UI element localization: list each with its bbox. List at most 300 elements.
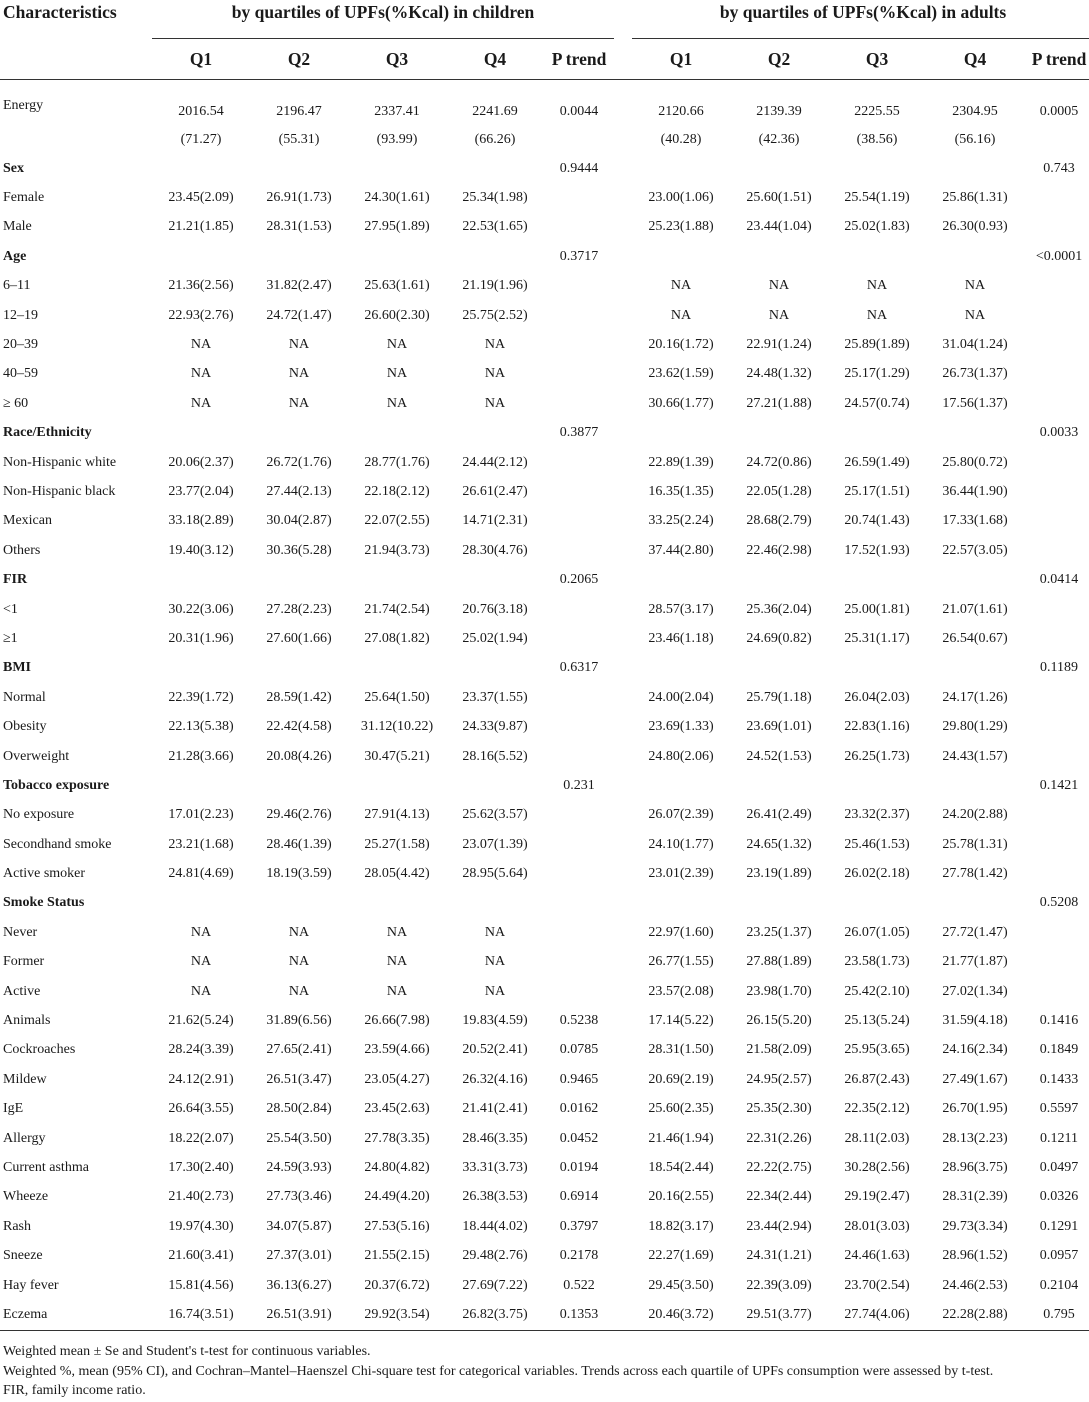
adults-q4-cell: 21.07(1.61) <box>942 601 1008 617</box>
children-q3-cell: 25.63(1.61) <box>364 278 430 294</box>
value-se: (66.26) <box>474 132 516 147</box>
adults-q3-cell <box>828 242 926 271</box>
adults-q2-cell: NA <box>768 307 790 323</box>
adults-q2-cell <box>730 889 828 918</box>
adults-q4-cell: 24.17(1.26) <box>942 689 1008 705</box>
table-row <box>0 507 1089 536</box>
adults-q4-cell: 22.57(3.05) <box>942 542 1008 558</box>
children-q1-cell: 23.45(2.09) <box>168 190 234 206</box>
adults-q4-cell: 27.49(1.67) <box>942 1071 1008 1087</box>
children-q2-cell <box>250 242 348 271</box>
children-q4-cell: 28.46(3.35) <box>462 1130 528 1146</box>
adults-ptrend-cell <box>1024 801 1089 830</box>
children-q4-cell <box>446 419 544 448</box>
adults-q4-cell: 25.86(1.31) <box>942 190 1008 206</box>
children-q2-cell: 22.42(4.58) <box>266 719 332 735</box>
children-q1-cell: 23.77(2.04) <box>168 483 234 499</box>
adults-q2-cell: 23.44(2.94) <box>746 1218 812 1234</box>
children-q3-cell: 23.59(4.66) <box>364 1042 430 1058</box>
adults-q1-cell: 23.00(1.06) <box>648 190 714 206</box>
children-q2-cell: 28.31(1.53) <box>266 219 332 235</box>
children-ptrend-cell <box>544 889 614 918</box>
children-ptrend-cell <box>544 948 614 977</box>
adults-q3-cell: 26.04(2.03) <box>844 689 910 705</box>
adults-q4-cell: 24.46(2.53) <box>942 1277 1008 1293</box>
children-q2-cell: 18.19(3.59) <box>266 866 332 882</box>
table-row <box>0 948 1089 977</box>
children-q2-cell <box>250 654 348 683</box>
adults-q2-cell <box>730 419 828 448</box>
adults-ptrend-cell <box>1024 389 1089 418</box>
adults-q4-cell: 24.43(1.57) <box>942 748 1008 764</box>
table-row <box>0 830 1089 859</box>
adults-q1-cell: 23.01(2.39) <box>648 866 714 882</box>
row-label: 12–19 <box>3 307 38 323</box>
children-q3-cell <box>348 419 446 448</box>
table-row <box>0 918 1089 947</box>
row-label: No exposure <box>3 807 75 823</box>
children-q3-cell: NA <box>386 983 408 999</box>
adults-ptrend-cell <box>1024 859 1089 888</box>
children-q1-cell: 21.40(2.73) <box>168 1189 234 1205</box>
adults-q3-cell: 24.57(0.74) <box>844 395 910 411</box>
children-q3-cell: 24.30(1.61) <box>364 190 430 206</box>
adults-ptrend-cell: 0.743 <box>1043 160 1075 176</box>
value-se: (93.99) <box>376 132 418 147</box>
children-q3-cell <box>348 242 446 271</box>
children-q1-cell: 22.93(2.76) <box>168 307 234 323</box>
children-q3-cell: 26.60(2.30) <box>364 307 430 323</box>
adults-ptrend-cell <box>1024 360 1089 389</box>
adults-q3-cell: 23.58(1.73) <box>844 954 910 970</box>
adults-q3-header: Q3 <box>865 48 889 69</box>
adults-q3-cell: 22.35(2.12) <box>844 1101 910 1117</box>
table-row <box>0 272 1089 301</box>
row-label: Obesity <box>3 719 47 735</box>
adults-q3-cell: 27.74(4.06) <box>828 1300 926 1330</box>
children-q1-cell: 33.18(2.89) <box>168 513 234 529</box>
adults-q2-cell: 24.48(1.32) <box>746 366 812 382</box>
children-ptrend-cell <box>544 859 614 888</box>
children-q4-cell: 26.38(3.53) <box>462 1189 528 1205</box>
children-ptrend-cell <box>544 477 614 506</box>
adults-q1-cell: 25.23(1.88) <box>648 219 714 235</box>
children-q4-cell: 28.95(5.64) <box>462 866 528 882</box>
row-label: Animals <box>3 1013 51 1029</box>
row-label: 6–11 <box>3 278 31 294</box>
row-label: Others <box>3 542 41 558</box>
children-ptrend-cell: 0.3717 <box>559 248 599 264</box>
table-row <box>0 654 1089 683</box>
adults-q3-cell: 25.17(1.51) <box>844 483 910 499</box>
adults-q3-cell: 26.07(1.05) <box>844 924 910 940</box>
children-q2-header: Q2 <box>287 48 311 69</box>
children-q1-cell <box>152 771 250 800</box>
children-ptrend-cell <box>544 918 614 947</box>
value-se: (40.28) <box>660 132 702 147</box>
adults-q3-cell: 28.11(2.03) <box>844 1130 910 1146</box>
children-q4-cell: NA <box>484 366 506 382</box>
children-q3-cell: 25.64(1.50) <box>364 689 430 705</box>
children-q1-cell: 21.21(1.85) <box>168 219 234 235</box>
adults-q1-cell <box>632 419 730 448</box>
row-label: Sneeze <box>3 1248 43 1264</box>
children-q1-cell: 20.06(2.37) <box>168 454 234 470</box>
children-q2-cell: 27.28(2.23) <box>266 601 332 617</box>
children-q3-cell <box>348 771 446 800</box>
children-ptrend-cell <box>544 507 614 536</box>
children-q1-cell <box>152 419 250 448</box>
children-ptrend-cell <box>544 801 614 830</box>
children-q1-cell: NA <box>190 337 212 353</box>
children-ptrend-cell <box>544 448 614 477</box>
adults-ptrend-cell: 0.0033 <box>1039 425 1079 441</box>
children-q4-cell <box>446 889 544 918</box>
adults-q4-cell: 36.44(1.90) <box>942 483 1008 499</box>
adults-q4-cell: 22.28(2.88) <box>926 1300 1024 1330</box>
children-q4-cell: 25.34(1.98) <box>462 190 528 206</box>
adults-ptrend-cell: 0.1433 <box>1039 1071 1079 1087</box>
row-label: FIR <box>3 572 28 588</box>
adults-q2-cell: 23.25(1.37) <box>746 924 812 940</box>
children-q1-cell: 24.81(4.69) <box>168 866 234 882</box>
children-q2-cell: NA <box>288 366 310 382</box>
adults-q3-cell: 25.89(1.89) <box>844 337 910 353</box>
adults-q2-cell <box>730 771 828 800</box>
adults-ptrend-cell: 0.0326 <box>1039 1189 1079 1205</box>
children-ptrend-cell <box>544 330 614 359</box>
children-q3-cell <box>348 154 446 183</box>
children-q2-cell: 26.72(1.76) <box>266 454 332 470</box>
adults-ptrend-cell <box>1024 918 1089 947</box>
adults-ptrend-cell: 0.795 <box>1024 1300 1089 1330</box>
children-q4-cell: 20.76(3.18) <box>462 601 528 617</box>
adults-ptrend-cell: 0.1189 <box>1040 660 1079 676</box>
table-row <box>0 1036 1089 1065</box>
value: 2139.39 <box>756 104 802 119</box>
children-q4-cell: 29.48(2.76) <box>462 1248 528 1264</box>
children-q2-cell: 36.13(6.27) <box>266 1277 332 1293</box>
row-label: Active smoker <box>3 866 86 882</box>
adults-q3-cell: 25.46(1.53) <box>844 836 910 852</box>
children-q1-cell <box>152 654 250 683</box>
children-q3-cell: 21.94(3.73) <box>364 542 430 558</box>
footnote: FIR, family income ratio. <box>3 1383 146 1398</box>
adults-q4-cell: 26.30(0.93) <box>942 219 1008 235</box>
children-q2-cell: 27.65(2.41) <box>266 1042 332 1058</box>
children-q4-cell: 25.02(1.94) <box>462 630 528 646</box>
adults-q4-cell: 25.78(1.31) <box>942 836 1008 852</box>
adults-q4-cell: 27.78(1.42) <box>942 866 1008 882</box>
adults-q2-cell: 23.69(1.01) <box>746 719 812 735</box>
children-q3-cell: 27.91(4.13) <box>364 807 430 823</box>
adults-q1-cell: 18.82(3.17) <box>648 1218 714 1234</box>
children-q4-cell: 24.44(2.12) <box>462 454 528 470</box>
adults-group-header: by quartiles of UPFs(%Kcal) in adults <box>632 0 1089 39</box>
table-row <box>0 683 1089 712</box>
row-label: Energy <box>3 98 44 113</box>
adults-q2-cell: 22.91(1.24) <box>746 337 812 353</box>
adults-q4-cell <box>926 92 1024 154</box>
children-q4-cell: NA <box>484 954 506 970</box>
children-q2-cell: 28.46(1.39) <box>266 836 332 852</box>
children-q3-cell: 23.05(4.27) <box>364 1071 430 1087</box>
children-ptrend-cell <box>544 389 614 418</box>
adults-ptrend-cell: 0.1849 <box>1039 1042 1079 1058</box>
row-label: Active <box>3 983 41 999</box>
children-q1-cell <box>152 889 250 918</box>
table-row <box>0 742 1089 771</box>
row-label: 20–39 <box>3 337 38 353</box>
children-q1-cell: NA <box>190 983 212 999</box>
children-q3-cell <box>348 654 446 683</box>
children-q3-cell <box>348 92 446 154</box>
row-label: Female <box>3 190 45 206</box>
adults-q3-cell <box>828 419 926 448</box>
children-ptrend-cell <box>544 536 614 565</box>
children-ptrend-cell: 0.3877 <box>559 425 599 441</box>
adults-q4-cell: NA <box>964 278 986 294</box>
table-row <box>0 330 1089 359</box>
adults-q4-cell <box>926 771 1024 800</box>
children-q4-cell: 27.69(7.22) <box>462 1277 528 1293</box>
table-row <box>0 1065 1089 1094</box>
children-ptrend-cell <box>544 830 614 859</box>
row-label: Mexican <box>3 513 52 529</box>
children-q3-cell: 24.49(4.20) <box>364 1189 430 1205</box>
row-label: Mildew <box>3 1071 47 1087</box>
table-row <box>0 1241 1089 1270</box>
row-label: Cockroaches <box>3 1042 76 1058</box>
children-q2-cell: 27.60(1.66) <box>266 630 332 646</box>
adults-q2-cell: 24.69(0.82) <box>746 630 812 646</box>
row-label: IgE <box>3 1101 24 1117</box>
children-ptrend-cell <box>544 977 614 1006</box>
adults-q3-cell: 26.59(1.49) <box>844 454 910 470</box>
children-q3-cell: NA <box>386 954 408 970</box>
children-ptrend-cell: 0.2178 <box>559 1248 599 1264</box>
adults-q1-cell: 37.44(2.80) <box>648 542 714 558</box>
adults-q1-cell: 20.46(3.72) <box>632 1300 730 1330</box>
children-ptrend-cell: 0.0194 <box>559 1159 599 1175</box>
adults-q1-cell: 20.16(2.55) <box>648 1189 714 1205</box>
children-q3-cell <box>348 889 446 918</box>
value: 2241.69 <box>472 104 518 119</box>
children-q4-cell: 24.33(9.87) <box>462 719 528 735</box>
adults-ptrend-cell: 0.1421 <box>1039 777 1079 793</box>
children-q2-cell: 30.36(5.28) <box>266 542 332 558</box>
children-ptrend-cell <box>544 742 614 771</box>
footnote: Weighted %, mean (95% CI), and Cochran–Mantel–Haenszel Chi-square test for categorical variables. Trends across each quartile of UPFs consumption were assessed by t-test. <box>3 1363 994 1379</box>
adults-q3-cell: 25.17(1.29) <box>844 366 910 382</box>
children-q2-cell <box>250 889 348 918</box>
adults-q4-cell: 31.59(4.18) <box>942 1013 1008 1029</box>
adults-q4-header: Q4 <box>963 48 987 69</box>
characteristics-header: Characteristics <box>3 2 117 22</box>
row-label: BMI <box>3 660 31 676</box>
children-ptrend-cell: 0.9444 <box>559 160 599 176</box>
children-q1-cell: 22.13(5.38) <box>168 719 234 735</box>
adults-q3-cell: 23.70(2.54) <box>844 1277 910 1293</box>
table-row <box>0 1095 1089 1124</box>
children-q2-cell: NA <box>288 983 310 999</box>
children-q4-cell <box>446 565 544 594</box>
children-q2-cell <box>250 771 348 800</box>
adults-q1-cell: 24.00(2.04) <box>648 689 714 705</box>
adults-ptrend-cell <box>1024 183 1089 212</box>
adults-q4-cell: 25.80(0.72) <box>942 454 1008 470</box>
adults-q4-cell: 28.96(1.52) <box>942 1248 1008 1264</box>
adults-q1-cell: 23.62(1.59) <box>648 366 714 382</box>
children-q3-cell: 27.95(1.89) <box>364 219 430 235</box>
children-ptrend-cell: 0.2065 <box>559 572 599 588</box>
adults-q4-cell: 28.96(3.75) <box>942 1159 1008 1175</box>
adults-q4-cell: 26.70(1.95) <box>942 1101 1008 1117</box>
table-row <box>0 889 1089 918</box>
adults-ptrend-cell: 0.0414 <box>1039 572 1079 588</box>
table-row <box>0 242 1089 271</box>
adults-ptrend-cell: 0.0497 <box>1039 1159 1079 1175</box>
children-q3-cell: 31.12(10.22) <box>360 719 434 735</box>
adults-q4-cell: 17.56(1.37) <box>942 395 1008 411</box>
adults-q2-cell: 23.19(1.89) <box>746 866 812 882</box>
adults-q2-cell: 25.35(2.30) <box>746 1101 812 1117</box>
children-q1-cell: 30.22(3.06) <box>168 601 234 617</box>
children-q3-cell: 20.37(6.72) <box>364 1277 430 1293</box>
adults-q3-cell <box>828 92 926 154</box>
table-row <box>0 477 1089 506</box>
adults-ptrend-cell <box>1024 830 1089 859</box>
children-q2-cell <box>250 92 348 154</box>
children-ptrend-cell: 0.6914 <box>559 1189 599 1205</box>
adults-q1-cell <box>632 565 730 594</box>
children-q2-cell <box>250 419 348 448</box>
adults-ptrend-cell <box>1024 507 1089 536</box>
row-label: Normal <box>3 689 46 705</box>
table-row <box>0 1124 1089 1153</box>
children-q2-cell: 26.51(3.47) <box>266 1071 332 1087</box>
adults-q4-cell: 26.73(1.37) <box>942 366 1008 382</box>
adults-q1-cell <box>632 771 730 800</box>
children-ptrend-cell: 0.0044 <box>559 104 599 119</box>
children-q1-cell: 24.12(2.91) <box>168 1071 234 1087</box>
table-row <box>0 565 1089 594</box>
adults-ptrend-cell: 0.5597 <box>1039 1101 1079 1117</box>
adults-ptrend-cell <box>1024 742 1089 771</box>
adults-q4-cell <box>926 154 1024 183</box>
adults-q2-cell: 23.44(1.04) <box>746 219 812 235</box>
children-q3-cell: NA <box>386 395 408 411</box>
value: 2304.95 <box>952 104 998 119</box>
table-row <box>0 859 1089 888</box>
children-ptrend-cell: 0.3797 <box>559 1218 599 1234</box>
adults-q3-cell: 26.87(2.43) <box>844 1071 910 1087</box>
adults-q1-cell <box>632 242 730 271</box>
children-q1-cell <box>152 92 250 154</box>
row-label: Wheeze <box>3 1189 49 1205</box>
table-body <box>0 80 1089 1331</box>
adults-q2-cell: 24.65(1.32) <box>746 836 812 852</box>
children-q1-cell: 22.39(1.72) <box>168 689 234 705</box>
table-row <box>0 213 1089 242</box>
children-q1-cell <box>152 242 250 271</box>
adults-ptrend-cell <box>1024 272 1089 301</box>
adults-q1-cell: 30.66(1.77) <box>648 395 714 411</box>
adults-q3-cell: 30.28(2.56) <box>844 1159 910 1175</box>
children-q2-cell: 20.08(4.26) <box>266 748 332 764</box>
children-q4-cell: 23.07(1.39) <box>462 836 528 852</box>
adults-q3-cell: 25.54(1.19) <box>844 190 910 206</box>
row-label: Secondhand smoke <box>3 836 112 852</box>
adults-q1-cell: NA <box>670 278 692 294</box>
adults-q1-cell: 25.60(2.35) <box>648 1101 714 1117</box>
adults-ptrend-cell <box>1024 624 1089 653</box>
children-q3-cell: 25.27(1.58) <box>364 836 430 852</box>
adults-q2-cell: 28.68(2.79) <box>746 513 812 529</box>
adults-q1-cell: NA <box>670 307 692 323</box>
children-q1-cell: 21.62(5.24) <box>168 1013 234 1029</box>
value: 2120.66 <box>658 104 704 119</box>
row-label: 40–59 <box>3 366 38 382</box>
adults-q2-cell: 22.22(2.75) <box>746 1159 812 1175</box>
adults-q1-cell: 17.14(5.22) <box>648 1013 714 1029</box>
children-q4-cell: 28.16(5.52) <box>462 748 528 764</box>
children-q2-cell: NA <box>288 924 310 940</box>
children-q4-cell <box>446 92 544 154</box>
children-q1-cell: 18.22(2.07) <box>168 1130 234 1146</box>
children-q2-cell: 31.82(2.47) <box>266 278 332 294</box>
children-q1-cell: 23.21(1.68) <box>168 836 234 852</box>
adults-q3-cell: 26.02(2.18) <box>844 866 910 882</box>
adults-q1-cell <box>632 154 730 183</box>
adults-q1-cell <box>632 92 730 154</box>
children-q4-cell: 14.71(2.31) <box>462 513 528 529</box>
children-q4-cell: 19.83(4.59) <box>462 1013 528 1029</box>
adults-q3-cell: 25.00(1.81) <box>844 601 910 617</box>
adults-q1-cell: 22.27(1.69) <box>648 1248 714 1264</box>
adults-ptrend-cell <box>1024 977 1089 1006</box>
adults-q3-cell: 25.95(3.65) <box>844 1042 910 1058</box>
children-ptrend-header: P trend <box>551 48 607 69</box>
table-row <box>0 92 1089 154</box>
children-q1-cell: 15.81(4.56) <box>168 1277 234 1293</box>
adults-ptrend-cell: <0.0001 <box>1035 248 1083 264</box>
children-q4-cell: 25.75(2.52) <box>462 307 528 323</box>
adults-q4-cell: NA <box>964 307 986 323</box>
adults-q2-cell <box>730 654 828 683</box>
children-q4-cell: 21.19(1.96) <box>462 278 528 294</box>
children-q4-cell: 21.41(2.41) <box>462 1101 528 1117</box>
adults-q3-cell: 24.46(1.63) <box>844 1248 910 1264</box>
adults-q2-cell: 24.95(2.57) <box>746 1071 812 1087</box>
children-q2-cell <box>250 154 348 183</box>
value: 2196.47 <box>276 104 322 119</box>
children-q4-cell: NA <box>484 337 506 353</box>
adults-q4-cell: 28.31(2.39) <box>942 1189 1008 1205</box>
adults-q2-cell: 22.46(2.98) <box>746 542 812 558</box>
adults-ptrend-cell <box>1024 213 1089 242</box>
children-q2-cell: 28.59(1.42) <box>266 689 332 705</box>
adults-q1-cell: 20.16(1.72) <box>648 337 714 353</box>
table-row <box>0 977 1089 1006</box>
adults-q2-cell: 22.05(1.28) <box>746 483 812 499</box>
value-se: (42.36) <box>758 132 800 147</box>
adults-q2-cell: 27.88(1.89) <box>746 954 812 970</box>
children-q4-cell: 33.31(3.73) <box>462 1159 528 1175</box>
adults-q1-cell: 23.46(1.18) <box>648 630 714 646</box>
adults-q1-cell <box>632 889 730 918</box>
adults-q4-cell: 29.73(3.34) <box>942 1218 1008 1234</box>
